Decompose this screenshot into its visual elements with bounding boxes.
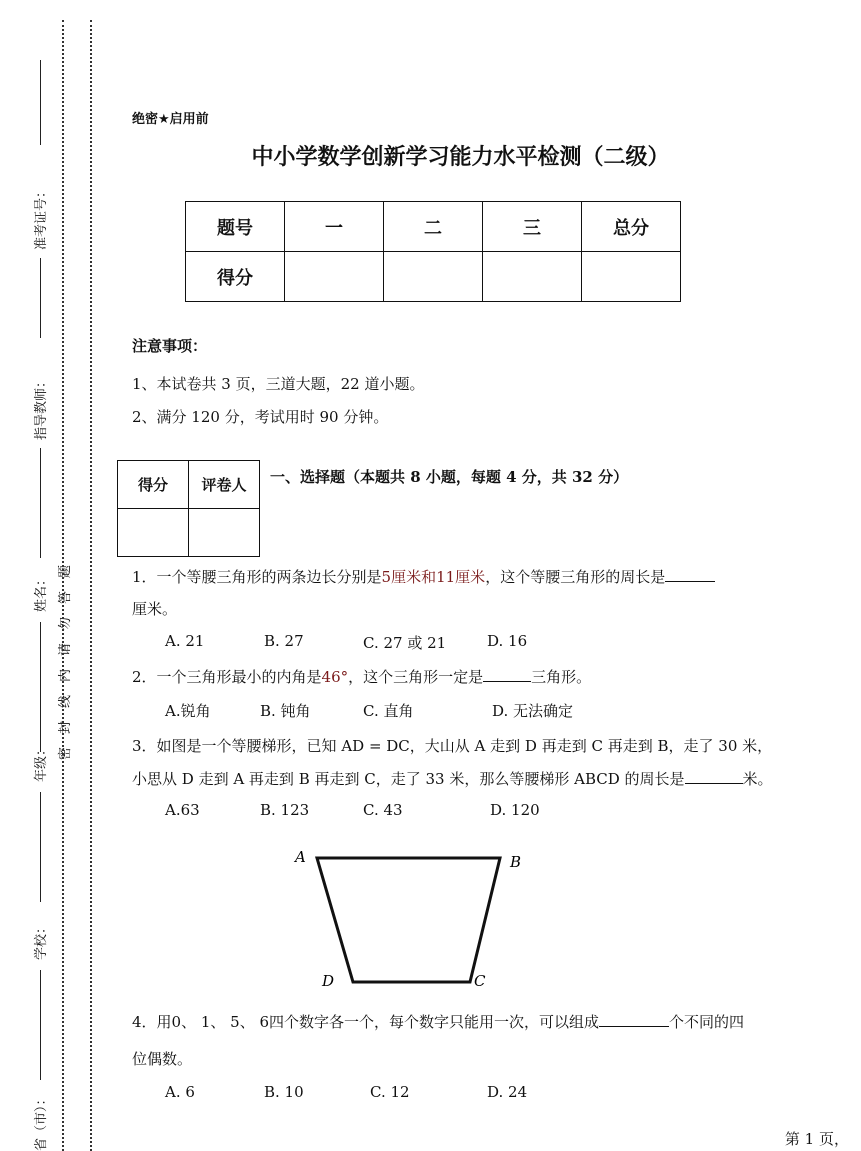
- q1-values: 5厘米和11厘米: [381, 568, 486, 586]
- q2-text: 三角形。: [531, 668, 592, 686]
- exam-id-line: [40, 60, 41, 145]
- q1-option-a: A. 21: [165, 632, 205, 650]
- q2-option-c: C. 直角: [363, 702, 414, 720]
- question-2: [132, 666, 591, 687]
- q2-angle: 46°: [321, 668, 349, 686]
- vertex-label-d: D: [322, 972, 335, 990]
- grade-label: 年级：: [34, 742, 49, 782]
- score-table-score-row: [186, 252, 681, 302]
- q4-option-a: A. 6: [165, 1083, 195, 1101]
- grade-line: [40, 622, 41, 752]
- confidential-label: 绝密★启用前: [132, 112, 209, 127]
- score-entry-cell: [483, 252, 582, 302]
- q2-answer-blank: [483, 667, 531, 682]
- q4-text: 4．用0、 1、 5、 6四个数字各一个，每个数字只能用一次，可以组成: [132, 1013, 600, 1031]
- trapezoid-figure: [280, 840, 540, 1000]
- q1-option-b: B. 27: [264, 632, 304, 650]
- q4-option-b: B. 10: [264, 1083, 304, 1101]
- q4-answer-blank: [599, 1012, 669, 1027]
- score-cell: 总分: [582, 202, 681, 252]
- q1-option-d: D. 16: [487, 632, 528, 650]
- q4-option-c: C. 12: [370, 1083, 410, 1101]
- q1-text: 1．一个等腰三角形的两条边长分别是: [132, 568, 382, 586]
- school-label: 学校：: [34, 920, 49, 960]
- q3-answer-blank: [685, 769, 743, 784]
- note-item: 2、满分 120 分，考试用时 90 分钟。: [132, 408, 389, 426]
- section-title: 一、选择题（本题共 8 小题，每题 4 分，共 32 分）: [270, 468, 629, 486]
- q1-text: ，这个等腰三角形的周长是: [485, 568, 666, 586]
- score-table: [185, 201, 681, 302]
- score-entry-cell: [582, 252, 681, 302]
- q2-option-b: B. 钝角: [260, 702, 311, 720]
- q3-option-b: B. 123: [260, 801, 310, 819]
- vertex-label-b: B: [510, 853, 522, 871]
- vertex-label-c: C: [474, 972, 486, 990]
- name-label: 姓名：: [34, 572, 49, 612]
- score-cell: 一: [285, 202, 384, 252]
- notes-heading: 注意事项：: [132, 337, 208, 355]
- question-3-line-1: 3．如图是一个等腰梯形，已知 AD = DC，大山从 A 走到 D 再走到 C 再走到 B，走了 30 米，: [132, 737, 773, 755]
- note-item: 1、本试卷共 3 页，三道大题，22 道小题。: [132, 375, 425, 393]
- grader-score-header: 得分: [118, 461, 189, 509]
- exam-id-label: 准考证号：: [34, 184, 49, 250]
- q4-text: 个不同的四: [669, 1013, 745, 1031]
- grader-score-cell: [118, 509, 189, 557]
- q2-text: 2．一个三角形最小的内角是: [132, 668, 322, 686]
- q3-text: 小思从 D 走到 A 再走到 B 再走到 C，走了 33 米，那么等腰梯形 ABCD 的周长是: [132, 770, 685, 788]
- q3-option-a: A.63: [165, 801, 200, 819]
- q2-option-d: D. 无法确定: [492, 702, 574, 720]
- question-3-line-2: [132, 768, 773, 789]
- q3-option-d: D. 120: [490, 801, 540, 819]
- score-cell: 二: [384, 202, 483, 252]
- q1-continuation: 厘米。: [132, 600, 178, 618]
- teacher-label: 指导教师：: [34, 374, 49, 440]
- grader-table: [117, 460, 260, 557]
- seal-warning: 密 封 线 内 请 勿 答 题: [58, 564, 73, 760]
- score-cell: 题号: [186, 202, 285, 252]
- score-cell: 得分: [186, 252, 285, 302]
- q1-option-c: C. 27 或 21: [363, 634, 447, 652]
- page-title: 中小学数学创新学习能力水平检测（二级）: [251, 145, 670, 170]
- teacher-line: [40, 258, 41, 338]
- grader-name-header: 评卷人: [189, 461, 260, 509]
- q3-text: 米。: [742, 770, 773, 788]
- q3-option-c: C. 43: [363, 801, 403, 819]
- question-1: [132, 566, 715, 587]
- score-cell: 三: [483, 202, 582, 252]
- q4-option-d: D. 24: [487, 1083, 528, 1101]
- school-line: [40, 792, 41, 902]
- trapezoid-shape: [317, 858, 500, 982]
- dotted-divider-1: [62, 20, 64, 1151]
- dotted-divider-2: [90, 20, 92, 1151]
- q1-answer-blank: [665, 567, 715, 582]
- binding-margin: [0, 0, 73, 1151]
- score-entry-cell: [285, 252, 384, 302]
- province-label: 省（市）：: [34, 1092, 49, 1151]
- province-line: [40, 970, 41, 1080]
- grader-name-cell: [189, 509, 260, 557]
- vertex-label-a: A: [295, 848, 306, 866]
- name-line: [40, 448, 41, 558]
- page-number: 第 1 页，: [784, 1130, 849, 1148]
- score-entry-cell: [384, 252, 483, 302]
- score-table-header-row: [186, 202, 681, 252]
- question-4-line-2: 位偶数。: [132, 1050, 193, 1068]
- question-4-line-1: [132, 1011, 744, 1032]
- q2-option-a: A.锐角: [165, 702, 211, 720]
- q2-text: ，这个三角形一定是: [348, 668, 484, 686]
